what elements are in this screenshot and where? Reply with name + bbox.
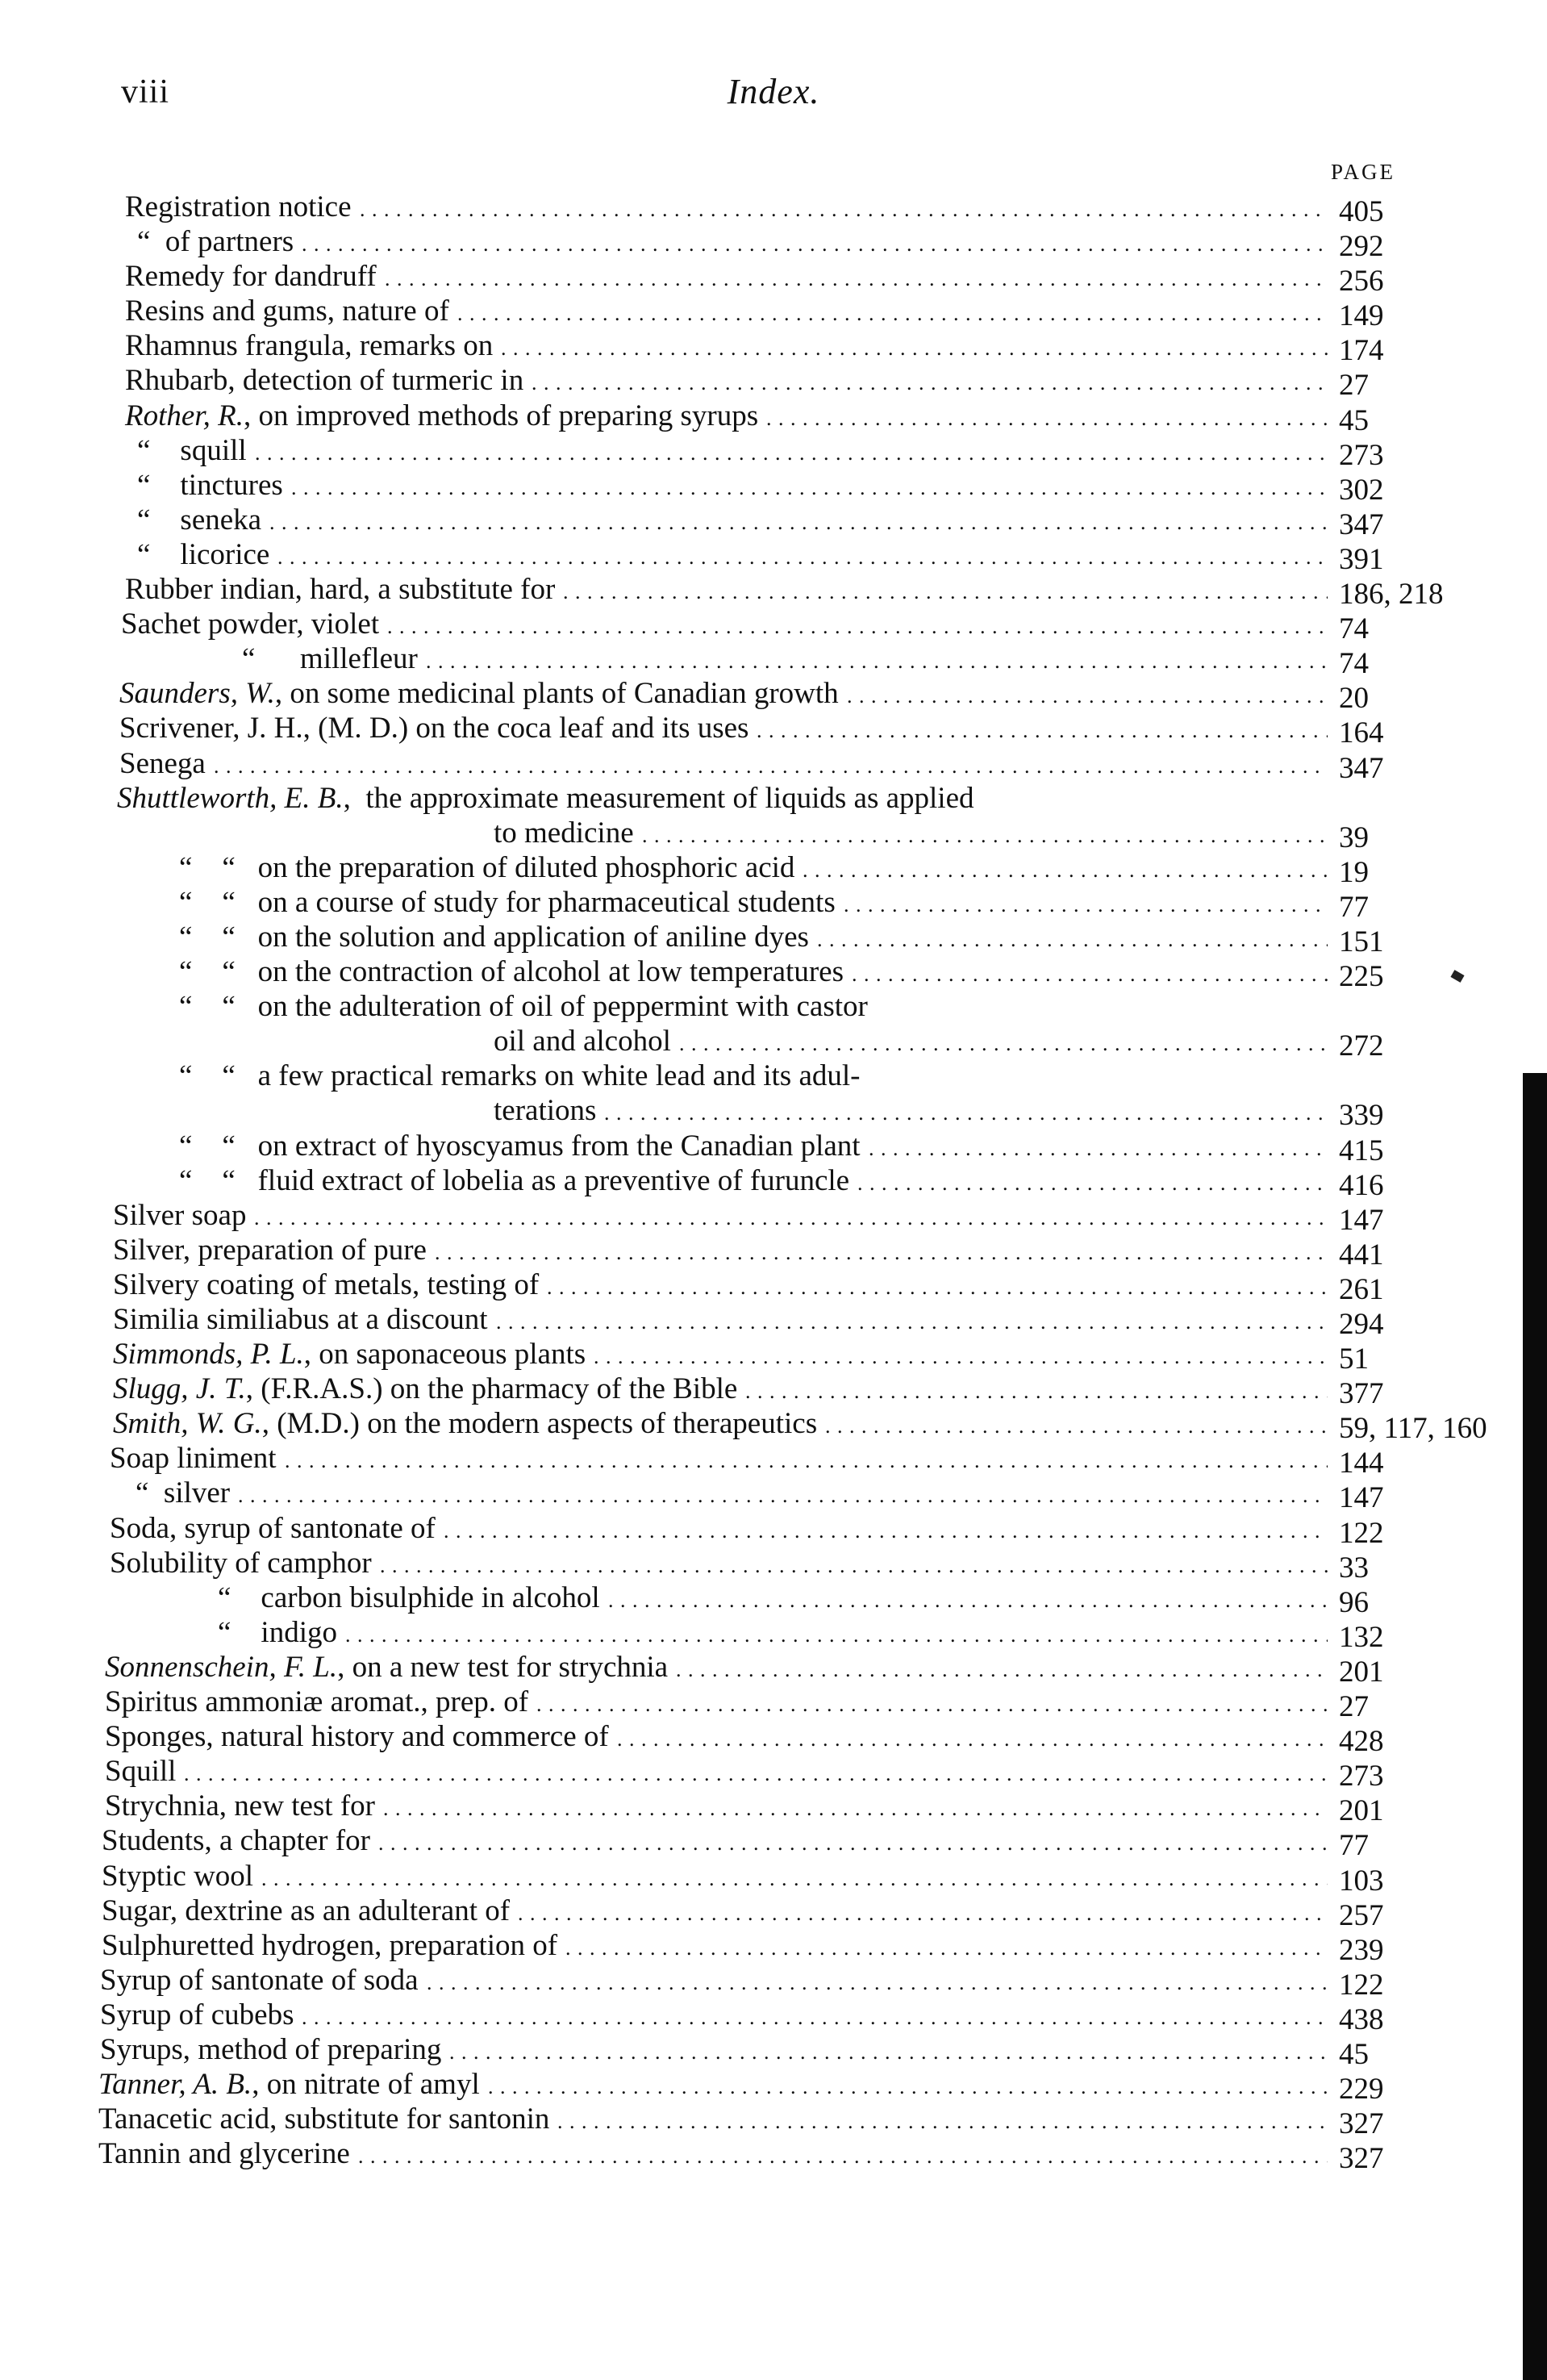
entry-page-number: 441 bbox=[1339, 1238, 1384, 1271]
entry-author: Tanner, A. B. bbox=[98, 2068, 252, 2102]
index-entry bbox=[0, 1960, 1547, 2002]
entry-subject: Students, a chapter for bbox=[102, 1824, 370, 1858]
entry-subject: Squill bbox=[105, 1755, 177, 1789]
dot-leader bbox=[269, 503, 1328, 537]
index-entry bbox=[0, 847, 1547, 889]
entry-page-number: 20 bbox=[1339, 682, 1369, 716]
entry-subject: Rhamnus frangula, remarks on bbox=[125, 329, 494, 363]
entry-subject: “ “ on the contraction of alcohol at low temperatures bbox=[179, 955, 844, 989]
entry-page-number: 74 bbox=[1339, 612, 1369, 646]
index-entry bbox=[0, 2098, 1547, 2141]
index-entry bbox=[0, 221, 1547, 264]
index-entry bbox=[0, 1612, 1547, 1654]
entry-subject: oil and alcohol bbox=[494, 1025, 671, 1058]
index-entry bbox=[0, 1820, 1547, 1863]
entry-page-number: 103 bbox=[1339, 1864, 1384, 1898]
dot-leader bbox=[378, 1823, 1328, 1858]
entry-text bbox=[113, 1406, 817, 1441]
entry-subject: Syrups, method of preparing bbox=[100, 2032, 442, 2066]
entry-page-number: 77 bbox=[1339, 1829, 1369, 1863]
index-entry bbox=[0, 1577, 1547, 1619]
dot-leader bbox=[426, 641, 1328, 676]
page-folio: viii bbox=[121, 73, 170, 111]
entry-text bbox=[218, 1615, 337, 1650]
index-entry bbox=[0, 186, 1547, 228]
entry-subject: , on saponaceous plants bbox=[303, 1338, 586, 1372]
entry-text bbox=[137, 503, 261, 537]
entry-page-number: 261 bbox=[1339, 1272, 1384, 1306]
index-entry bbox=[0, 1021, 1547, 1063]
entry-subject: Silver, preparation of pure bbox=[113, 1233, 427, 1267]
entry-subject: to medicine bbox=[494, 816, 634, 850]
entry-text bbox=[125, 399, 758, 433]
entry-page-number: 201 bbox=[1339, 1794, 1384, 1828]
entry-text bbox=[110, 1511, 436, 1546]
entry-subject: Tanacetic acid, substitute for santonin bbox=[98, 2102, 550, 2136]
entry-subject: “ “ on the solution and application of aniline dyes bbox=[179, 920, 809, 954]
dot-leader bbox=[302, 224, 1328, 259]
dot-leader bbox=[302, 1998, 1328, 2032]
entry-subject: “ “ on the preparation of diluted phosphoric acid bbox=[179, 850, 795, 884]
entry-text bbox=[113, 1198, 246, 1233]
dot-leader bbox=[255, 433, 1328, 468]
entry-text bbox=[125, 572, 555, 607]
entry-text bbox=[113, 1267, 539, 1302]
entry-text bbox=[100, 2032, 441, 2067]
entry-text bbox=[218, 1580, 600, 1615]
entry-subject: Soap liniment bbox=[110, 1442, 277, 1476]
dot-leader bbox=[358, 2136, 1328, 2171]
entry-subject: “ tinctures bbox=[137, 468, 283, 502]
dot-leader bbox=[444, 1511, 1328, 1546]
entry-page-number: 415 bbox=[1339, 1134, 1384, 1167]
index-entry bbox=[0, 2133, 1547, 2176]
entry-subject: Similia similiabus at a discount bbox=[113, 1303, 488, 1336]
dot-leader bbox=[617, 1719, 1328, 1754]
entry-page-number: 256 bbox=[1339, 265, 1384, 299]
entry-subject: “ “ on the adulteration of oil of peppermint with castor bbox=[179, 990, 868, 1024]
entry-page-number: 74 bbox=[1339, 647, 1369, 681]
entry-text bbox=[98, 2067, 480, 2102]
entry-subject: Sachet powder, violet bbox=[121, 608, 380, 641]
entry-subject: Silvery coating of metals, testing of bbox=[113, 1267, 540, 1301]
entry-subject: Resins and gums, nature of bbox=[125, 294, 449, 328]
index-entry bbox=[0, 1647, 1547, 1689]
index-entries bbox=[0, 186, 1547, 2176]
page-title: Index. bbox=[727, 72, 820, 111]
dot-leader bbox=[385, 259, 1328, 294]
index-entry bbox=[0, 1438, 1547, 1480]
index-entry bbox=[0, 1195, 1547, 1237]
dot-leader bbox=[449, 2032, 1328, 2067]
entry-subject: Soda, syrup of santonate of bbox=[110, 1511, 436, 1545]
entry-subject: Registration notice bbox=[125, 190, 352, 223]
entry-subject: Sugar, dextrine as an adulterant of bbox=[102, 1894, 511, 1927]
dot-leader bbox=[745, 1372, 1328, 1406]
entry-page-number: 45 bbox=[1339, 2037, 1369, 2071]
entry-subject: , (M.D.) on the modern aspects of therapeutics bbox=[261, 1407, 818, 1441]
dot-leader bbox=[532, 363, 1328, 398]
entry-text bbox=[137, 468, 283, 503]
dot-leader bbox=[594, 1337, 1328, 1372]
entry-subject: “ carbon bisulphide in alcohol bbox=[218, 1580, 600, 1614]
entry-subject: “ of partners bbox=[137, 225, 294, 259]
dot-leader bbox=[608, 1580, 1328, 1615]
entry-author: Shuttleworth, E. B. bbox=[117, 781, 344, 815]
index-entry bbox=[0, 499, 1547, 541]
entry-page-number: 272 bbox=[1339, 1029, 1384, 1063]
entry-page-number: 327 bbox=[1339, 2107, 1384, 2141]
index-entry bbox=[0, 1160, 1547, 1202]
entry-subject: , on some medicinal plants of Canadian growth bbox=[274, 677, 839, 711]
entry-page-number: 347 bbox=[1339, 507, 1384, 541]
entry-page-number: 39 bbox=[1339, 820, 1369, 854]
index-entry bbox=[0, 2064, 1547, 2107]
dot-leader bbox=[825, 1406, 1328, 1441]
dot-leader bbox=[387, 607, 1328, 641]
entry-page-number: 186, 218 bbox=[1339, 578, 1444, 612]
entry-text bbox=[137, 433, 247, 468]
entry-text bbox=[125, 190, 352, 224]
index-entry bbox=[0, 1785, 1547, 1828]
entry-text bbox=[102, 1928, 557, 1963]
entry-author: Slugg, J. T. bbox=[113, 1372, 246, 1406]
entry-text bbox=[98, 2136, 350, 2171]
entry-text bbox=[179, 1058, 860, 1093]
dot-leader bbox=[803, 850, 1328, 885]
entry-subject: “ licorice bbox=[137, 537, 270, 571]
entry-subject: Syrup of cubebs bbox=[100, 1998, 294, 2031]
dot-leader bbox=[345, 1615, 1328, 1650]
entry-page-number: 416 bbox=[1339, 1168, 1384, 1202]
entry-text bbox=[105, 1719, 609, 1754]
dot-leader bbox=[604, 1093, 1328, 1128]
entry-page-number: 147 bbox=[1339, 1203, 1384, 1237]
entry-page-number: 302 bbox=[1339, 473, 1384, 507]
dot-leader bbox=[488, 2067, 1328, 2102]
entry-page-number: 45 bbox=[1339, 403, 1369, 437]
entry-text bbox=[121, 607, 379, 641]
dot-leader bbox=[457, 294, 1328, 328]
entry-text bbox=[179, 1163, 849, 1198]
index-entry bbox=[0, 673, 1547, 716]
dot-leader bbox=[679, 1024, 1328, 1058]
dot-leader bbox=[536, 1685, 1328, 1719]
entry-subject: “ “ on extract of hyoscyamus from the Canadian plant bbox=[179, 1129, 861, 1163]
entry-subject: Senega bbox=[119, 746, 206, 780]
dot-leader bbox=[214, 746, 1328, 781]
entry-page-number: 96 bbox=[1339, 1585, 1369, 1619]
dot-leader bbox=[277, 537, 1328, 572]
index-entry bbox=[0, 1994, 1547, 2036]
entry-page-number: 273 bbox=[1339, 1760, 1384, 1793]
entry-text bbox=[125, 259, 377, 294]
dot-leader bbox=[501, 328, 1328, 363]
entry-page-number: 347 bbox=[1339, 751, 1384, 785]
dot-leader bbox=[547, 1267, 1328, 1302]
dot-leader bbox=[360, 190, 1328, 224]
dot-leader bbox=[238, 1476, 1328, 1510]
entry-page-number: 391 bbox=[1339, 542, 1384, 576]
entry-text bbox=[494, 816, 634, 850]
entry-text bbox=[105, 1650, 668, 1685]
index-entry bbox=[0, 1230, 1547, 1271]
entry-text bbox=[105, 1685, 528, 1719]
entry-text bbox=[100, 1963, 419, 1998]
entry-subject: “ millefleur bbox=[242, 642, 418, 676]
entry-page-number: 147 bbox=[1339, 1481, 1384, 1515]
entry-subject: Sponges, natural history and commerce of bbox=[105, 1720, 609, 1754]
entry-subject: “ “ a few practical remarks on white lead and its adul- bbox=[179, 1059, 861, 1093]
entry-page-number: 438 bbox=[1339, 2002, 1384, 2036]
index-entry bbox=[0, 534, 1547, 576]
entry-page-number: 27 bbox=[1339, 1690, 1369, 1724]
entry-subject: Solubility of camphor bbox=[110, 1546, 372, 1580]
dot-leader bbox=[847, 676, 1328, 711]
dot-leader bbox=[642, 816, 1328, 850]
entry-page-number: 294 bbox=[1339, 1308, 1384, 1341]
entry-subject: “ squill bbox=[137, 433, 247, 467]
dot-leader bbox=[380, 1546, 1328, 1580]
index-entry bbox=[0, 395, 1547, 437]
dot-leader bbox=[184, 1754, 1328, 1789]
entry-page-number: 201 bbox=[1339, 1655, 1384, 1689]
entry-text bbox=[105, 1754, 176, 1789]
entry-text bbox=[179, 989, 868, 1024]
dot-leader bbox=[261, 1859, 1328, 1894]
entry-text bbox=[179, 1129, 861, 1163]
entry-subject: Rubber indian, hard, a substitute for bbox=[125, 573, 556, 607]
entry-page-number: 19 bbox=[1339, 855, 1369, 889]
index-entry bbox=[0, 1543, 1547, 1585]
entry-page-number: 273 bbox=[1339, 438, 1384, 472]
entry-text bbox=[494, 1024, 671, 1058]
entry-text bbox=[137, 224, 294, 259]
dot-leader bbox=[869, 1129, 1328, 1163]
index-entry bbox=[0, 917, 1547, 958]
entry-page-number: 174 bbox=[1339, 334, 1384, 368]
entry-page-number: 51 bbox=[1339, 1342, 1369, 1376]
entry-text bbox=[102, 1894, 510, 1928]
entry-text bbox=[119, 676, 839, 711]
entry-page-number: 144 bbox=[1339, 1447, 1384, 1480]
entry-page-number: 257 bbox=[1339, 1898, 1384, 1932]
index-entry bbox=[0, 2029, 1547, 2071]
dot-leader bbox=[496, 1302, 1328, 1337]
entry-text bbox=[125, 328, 493, 363]
entry-subject: Rhubarb, detection of turmeric in bbox=[125, 364, 524, 398]
dot-leader bbox=[285, 1441, 1328, 1476]
entry-text bbox=[113, 1233, 427, 1267]
index-entry bbox=[0, 325, 1547, 368]
entry-subject: , (F.R.A.S.) on the pharmacy of the Bible bbox=[245, 1372, 738, 1406]
index-entry bbox=[0, 778, 1547, 815]
dot-leader bbox=[518, 1894, 1328, 1928]
dot-leader bbox=[563, 572, 1328, 607]
index-entry bbox=[0, 256, 1547, 299]
page-column-label: PAGE bbox=[1331, 160, 1396, 184]
entry-page-number: 122 bbox=[1339, 1516, 1384, 1550]
entry-subject: , on improved methods of preparing syrups bbox=[243, 399, 759, 432]
entry-subject: Syrup of santonate of soda bbox=[100, 1963, 419, 1997]
entry-page-number: 132 bbox=[1339, 1620, 1384, 1654]
dot-leader bbox=[844, 885, 1328, 920]
entry-subject: “ “ on a course of study for pharmaceutical students bbox=[179, 885, 836, 919]
entry-page-number: 377 bbox=[1339, 1377, 1384, 1411]
index-entry bbox=[0, 1472, 1547, 1515]
index-entry bbox=[0, 290, 1547, 333]
index-entry bbox=[0, 986, 1547, 1024]
index-entry bbox=[0, 812, 1547, 854]
dot-leader bbox=[254, 1198, 1328, 1233]
entry-subject: Styptic wool bbox=[102, 1859, 254, 1893]
index-entry bbox=[0, 743, 1547, 785]
index-entry bbox=[0, 1856, 1547, 1898]
entry-text bbox=[179, 920, 809, 954]
entry-subject: Remedy for dandruff bbox=[125, 260, 377, 294]
entry-subject: Tannin and glycerine bbox=[98, 2137, 350, 2171]
entry-author: Sonnenschein, F. L. bbox=[105, 1650, 338, 1684]
entry-author: Rother, R. bbox=[125, 399, 244, 432]
entry-text bbox=[125, 363, 523, 398]
entry-text bbox=[137, 537, 269, 572]
index-entry bbox=[0, 1055, 1547, 1093]
entry-page-number: 122 bbox=[1339, 1968, 1384, 2002]
dot-leader bbox=[291, 468, 1328, 503]
index-entry bbox=[0, 638, 1547, 681]
entry-subject: Silver soap bbox=[113, 1198, 247, 1232]
dot-leader bbox=[766, 399, 1328, 433]
entry-text bbox=[119, 746, 206, 781]
entry-text bbox=[113, 1302, 488, 1337]
index-entry bbox=[0, 465, 1547, 507]
dot-leader bbox=[383, 1789, 1328, 1823]
index-entry bbox=[0, 1751, 1547, 1793]
index-entry bbox=[0, 1368, 1547, 1411]
entry-page-number: 151 bbox=[1339, 925, 1384, 958]
index-entry bbox=[0, 1716, 1547, 1759]
entry-page-number: 229 bbox=[1339, 2073, 1384, 2107]
dot-leader bbox=[857, 1163, 1328, 1198]
entry-page-number: 149 bbox=[1339, 299, 1384, 333]
dot-leader bbox=[852, 954, 1328, 989]
index-entry bbox=[0, 1925, 1547, 1967]
entry-text bbox=[110, 1441, 277, 1476]
entry-subject: “ “ fluid extract of lobelia as a preventive of furuncle bbox=[179, 1163, 850, 1197]
index-entry bbox=[0, 1264, 1547, 1306]
entry-page-number: 225 bbox=[1339, 960, 1384, 994]
entry-text bbox=[105, 1789, 375, 1823]
index-entry bbox=[0, 1890, 1547, 1932]
index-entry bbox=[0, 603, 1547, 646]
entry-subject: , on nitrate of amyl bbox=[252, 2068, 480, 2102]
entry-page-number: 239 bbox=[1339, 1933, 1384, 1967]
index-entry bbox=[0, 1090, 1547, 1133]
index-entry bbox=[0, 708, 1547, 750]
entry-subject: “ indigo bbox=[218, 1615, 337, 1649]
index-entry bbox=[0, 1681, 1547, 1724]
entry-text bbox=[110, 1546, 372, 1580]
entry-text bbox=[179, 885, 836, 920]
entry-author: Simmonds, P. L. bbox=[113, 1338, 304, 1372]
entry-text bbox=[494, 1093, 596, 1128]
entry-author: Saunders, W. bbox=[119, 677, 275, 711]
dot-leader bbox=[557, 2102, 1328, 2136]
index-entry bbox=[0, 951, 1547, 994]
entry-subject: Sulphuretted hydrogen, preparation of bbox=[102, 1928, 558, 1962]
entry-text bbox=[102, 1823, 370, 1858]
entry-page-number: 327 bbox=[1339, 2142, 1384, 2176]
entry-subject: Spiritus ammoniæ aromat., prep. of bbox=[105, 1685, 529, 1719]
entry-text bbox=[119, 711, 748, 745]
entry-text bbox=[102, 1859, 253, 1894]
index-entry bbox=[0, 430, 1547, 472]
scan-edge-shadow bbox=[1523, 1073, 1547, 2380]
entry-page-number: 405 bbox=[1339, 195, 1384, 228]
entry-subject: Scrivener, J. H., (M. D.) on the coca leaf and its uses bbox=[119, 712, 749, 745]
index-entry bbox=[0, 569, 1547, 612]
entry-text bbox=[117, 781, 974, 816]
entry-text bbox=[113, 1337, 586, 1372]
entry-page-number: 428 bbox=[1339, 1725, 1384, 1759]
entry-subject: terations bbox=[494, 1094, 597, 1128]
dot-leader bbox=[817, 920, 1328, 954]
entry-subject: Strychnia, new test for bbox=[105, 1789, 375, 1823]
entry-page-number: 59, 117, 160 bbox=[1339, 1412, 1487, 1446]
entry-text bbox=[100, 1998, 294, 2032]
dot-leader bbox=[565, 1928, 1328, 1963]
entry-text bbox=[179, 850, 794, 885]
entry-text bbox=[98, 2102, 549, 2136]
dot-leader bbox=[757, 711, 1328, 745]
entry-author: Smith, W. G. bbox=[113, 1407, 262, 1441]
dot-leader bbox=[427, 1963, 1328, 1998]
index-entry bbox=[0, 1125, 1547, 1167]
entry-subject: , on a new test for strychnia bbox=[337, 1650, 669, 1684]
entry-page-number: 77 bbox=[1339, 890, 1369, 924]
entry-text bbox=[125, 294, 449, 328]
index-entry bbox=[0, 1403, 1547, 1446]
entry-text bbox=[136, 1476, 230, 1510]
entry-page-number: 292 bbox=[1339, 230, 1384, 264]
entry-subject: , the approximate measurement of liquids as applied bbox=[343, 781, 974, 815]
entry-text bbox=[242, 641, 418, 676]
entry-page-number: 164 bbox=[1339, 716, 1384, 750]
index-entry bbox=[0, 1299, 1547, 1341]
entry-page-number: 27 bbox=[1339, 369, 1369, 403]
entry-text bbox=[179, 954, 844, 989]
entry-page-number: 33 bbox=[1339, 1551, 1369, 1585]
index-entry bbox=[0, 882, 1547, 924]
index-entry bbox=[0, 1508, 1547, 1550]
dot-leader bbox=[676, 1650, 1328, 1685]
index-entry bbox=[0, 360, 1547, 403]
entry-subject: “ silver bbox=[136, 1476, 231, 1510]
dot-leader bbox=[435, 1233, 1328, 1267]
index-entry bbox=[0, 1334, 1547, 1376]
entry-page-number: 339 bbox=[1339, 1099, 1384, 1133]
entry-subject: “ seneka bbox=[137, 503, 262, 537]
entry-text bbox=[113, 1372, 737, 1406]
